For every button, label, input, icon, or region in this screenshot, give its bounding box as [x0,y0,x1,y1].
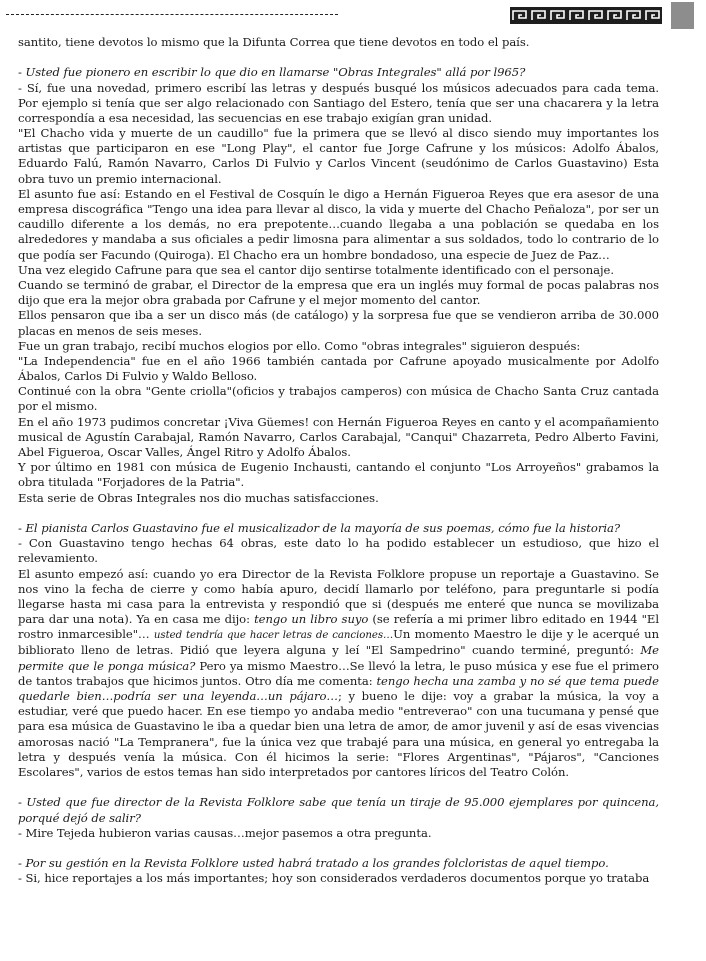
text-run: ; y bueno le dije: voy a grabar la música, la voy a estudiar, veré que puedo hacer. En ese tiempo yo andaba medio "entreverao" con una tucumana y pensé que para esa música de Guastavino le iba a quedar bien una letra de amor, de amor juvenil y así de esas vivencias amorosas nació "La Tempranera", fue la única vez que trabajé para una música, en general yo entregaba la letra y después venía la música. Con él hicimos la serie: "Flores Argentinas", "Pájaros", "Canciones Escolares", varios de estos temas han sido interpretados por cantores líricos del Teatro Colón. [18,689,659,779]
paragraph: "El Chacho vida y muerte de un caudillo" fue la primera que se llevó al disco siendo muy importantes los artistas que participaron en ese "Long Play", el cantor fue Jorge Cafrune y los músicos: Adolfo Ábalos, Eduardo Falú, Ramón Navarro, Carlos Di Fulvio y Carlos Vincent (seudónimo de Carlos Guastavino) Esta obra tuvo un premio internacional. [18,126,659,186]
paragraph: Esta serie de Obras Integrales nos dio muchas satisfacciones. [18,490,379,505]
paragraph: Fue un gran trabajo, recibí muchos elogios por ello. Como "obras integrales" siguieron después: [18,338,581,353]
text-run: (se refería a mi primer libro editado en 1944 "El rostro inmarcesible"… [18,612,659,642]
greek-key-border-icon [510,7,662,24]
paragraph [18,567,659,781]
quote-run: tengo hecha una zamba y no sé que tema puede quedarle bien…podría ser una leyenda…un pájaro… [18,673,659,704]
paragraph: Continué con la obra "Gente criolla"(oficios y trabajos camperos) con música de Chacho Santa Cruz cantada por el mismo. [18,384,659,414]
paragraph: En el año 1973 pudimos concretar ¡Viva Güemes! con Hernán Figueroa Reyes en canto y el acompañamiento musical de Agustín Carabajal, Ramón Navarro, Carlos Carabajal, "Canqui" Chazarreta, Pedro Alberto Favini, Abel Figueroa, Oscar Valles, Ángel Ritro y Adolfo Ábalos. [18,414,659,460]
paragraph: "La Independencia" fue en el año 1966 también cantada por Cafrune apoyado musicalmente por Adolfo Ábalos, Carlos Di Fulvio y Waldo Belloso. [18,353,659,384]
interview-question: - El pianista Carlos Guastavino fue el musicalizador de la mayoría de sus poemas, cómo fue la historia? [18,520,621,535]
gray-page-tab-icon [671,2,694,29]
text-run: El asunto empezó así: cuando yo era Director de la Revista Folklore propuse un reportaje a Guastavino. Se nos vino la fecha de cierre y como había apuro, decidí llamarlo por teléfono, para preguntarle si podía llegarse hasta mi casa para la entrevista y respondió que si (después me enteré que nunca se movilizaba para dar una nota). Ya en casa me dijo: [18,566,659,627]
header-dashed-rule [6,14,338,15]
paragraph: santito, tiene devotos lo mismo que la Difunta Correa que tiene devotos en todo el país. [18,35,530,49]
paragraph: Y por último en 1981 con música de Eugenio Inchausti, cantando el conjunto "Los Arroyeños" grabamos la obra titulada "Forjadores de la Patria". [18,460,659,490]
quote-run: tengo un libro suyo [254,612,369,627]
paragraph: - Si, hice reportajes a los más importantes; hoy son considerados verdaderos documentos porque yo trataba [18,871,650,886]
paragraph: Cuando se terminó de grabar, el Director de la empresa que era un inglés muy formal de pocas palabras nos dijo que era la mejor obra grabada por Cafrune y el mejor momento del cantor. [18,277,659,308]
article-body [18,35,659,886]
quote-run: Me permite que le ponga música? [18,643,659,673]
paragraph: Ellos pensaron que iba a ser un disco más (de catálogo) y la sorpresa fue que se vendieron arriba de 30.000 placas en menos de seis meses. [18,308,659,338]
paragraph: El asunto fue así: Estando en el Festival de Cosquín le digo a Hernán Figueroa Reyes que era asesor de una empresa discográfica "Tengo una idea para llevar al disco, la vida y muerte del Chacho Peñaloza", por ser un caudillo diferente a los demás, no era prepotente…cuando llegaba a una población se quedaba en los alrededores y mandaba a sus oficiales a pedir limosna para alimentar a sus soldados, todo lo contrario de lo que podía ser Facundo (Quiroga). El Chacho era un hombre bondadoso, una especie de Juez de Paz… [18,186,659,262]
paragraph: Una vez elegido Cafrune para que sea el cantor dijo sentirse totalmente identificado con el personaje. [18,262,614,277]
quote-run: usted tendría que hacer letras de canciones… [153,630,394,642]
text-run: Un momento Maestro le dije y le acerqué un bibliorato lleno de letras. Pidió que leyera alguna y leí "El Sampedrino" cuando terminé, preguntó: [18,627,659,658]
interview-question: - Por su gestión en la Revista Folklore usted habrá tratado a los grandes folcloristas de aquel tiempo. [18,856,609,871]
interview-question: - Usted fue pionero en escribir lo que dio en llamarse "Obras Integrales" allá por l965? [18,65,526,80]
interview-question: - Usted que fue director de la Revista Folklore sabe que tenía un tiraje de 95.000 ejemplares por quincena, porqué dejó de salir? [18,795,659,825]
paragraph: - Sí, fue una novedad, primero escribí las letras y después busqué los músicos adecuados para cada tema. Por ejemplo si tenía que ser algo relacionado con Santiago del Estero, tenía que ser una chacarera y la letra correspondía a esa necesidad, las secuencias en ese trabajo exigían gran unidad. [18,80,659,125]
text-run: Pero ya mismo Maestro…Se llevó la letra, le puso música y ese fue el primero de tantos trabajos que hicimos juntos. Otro día me comenta: [18,658,659,688]
paragraph: - Con Guastavino tengo hechas 64 obras, este dato lo ha podido establecer un estudioso, que hizo el relevamiento. [18,536,659,566]
paragraph: - Mire Tejeda hubieron varias causas…mejor pasemos a otra pregunta. [18,825,432,840]
